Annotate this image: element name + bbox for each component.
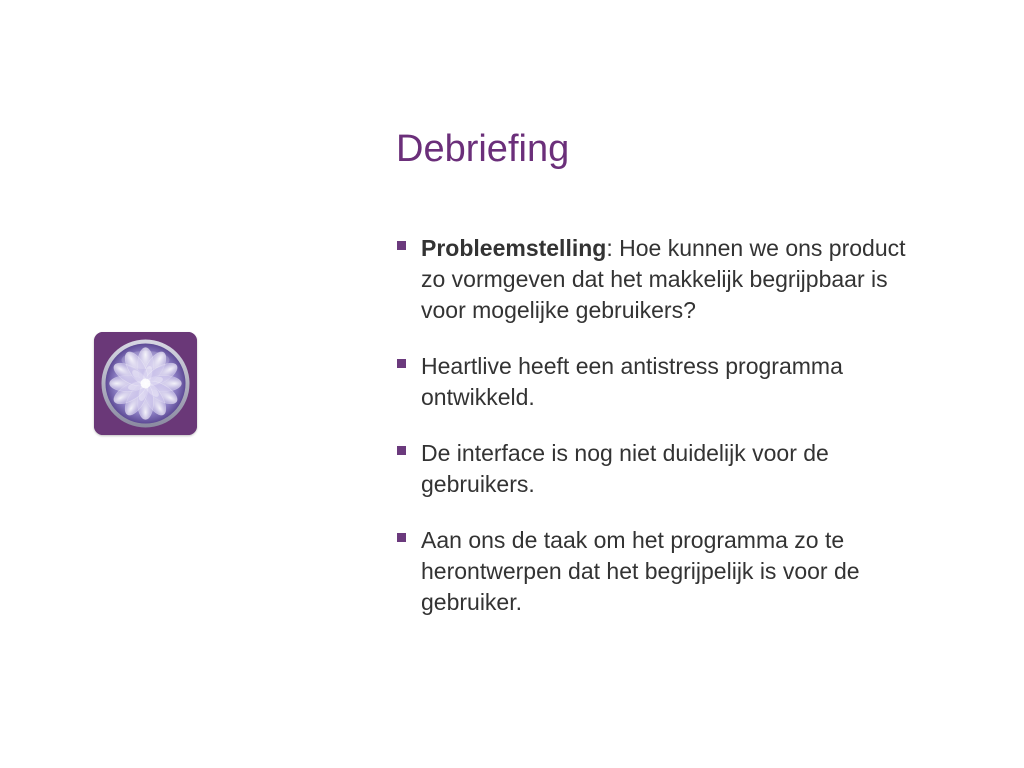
square-bullet-icon <box>397 241 406 250</box>
list-item <box>396 525 936 618</box>
bullet-bold-text: Probleemstelling <box>421 235 607 261</box>
square-bullet-icon <box>397 446 406 455</box>
flower-mandala-icon <box>94 332 197 435</box>
list-item <box>396 351 936 413</box>
list-item <box>396 438 936 500</box>
slide-title: Debriefing <box>396 128 570 170</box>
square-bullet-icon <box>397 359 406 368</box>
bullet-text: Heartlive heeft een antistress programma ontwikkeld. <box>421 353 843 410</box>
bullet-list <box>396 233 936 643</box>
bullet-text: : Hoe kunnen we ons product zo vormgeven dat het makkelijk begrijpbaar is voor mogelijke gebruikers? <box>421 235 906 323</box>
bullet-text: Aan ons de taak om het programma zo te herontwerpen dat het begrijpelijk is voor de gebruiker. <box>421 527 860 615</box>
heartlive-app-icon <box>94 332 197 435</box>
square-bullet-icon <box>397 533 406 542</box>
list-item <box>396 233 936 326</box>
bullet-text: De interface is nog niet duidelijk voor de gebruikers. <box>421 440 829 497</box>
